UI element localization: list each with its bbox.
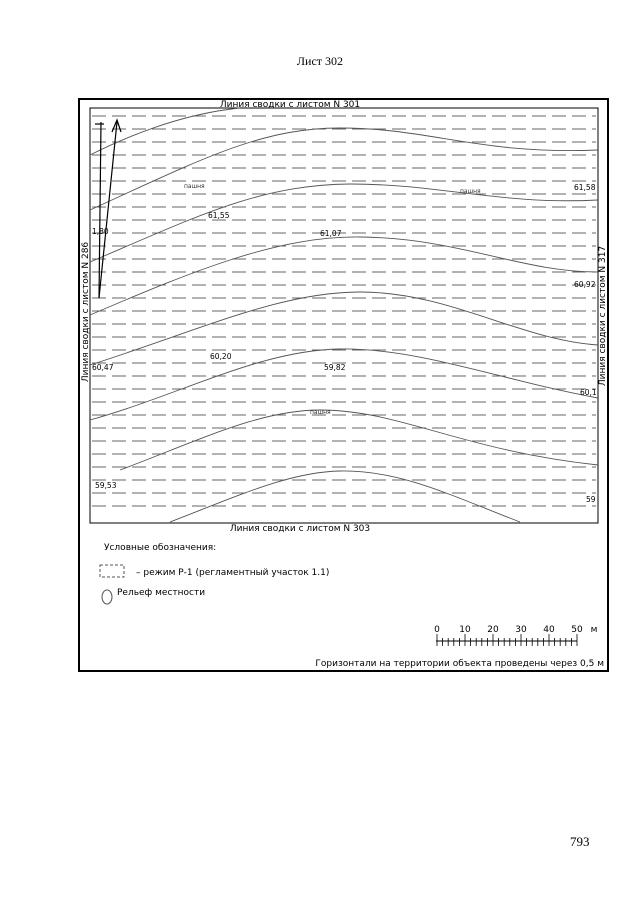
elevation-label: 60,1: [580, 388, 597, 397]
contour-legend-icon: [102, 590, 112, 604]
elevation-label: 61,55: [208, 211, 230, 220]
elevation-label: 59: [586, 495, 596, 504]
bottom-border-label: Линия сводки с листом N 303: [229, 524, 371, 534]
elevation-label: 61,58: [574, 183, 596, 192]
scale-bar: [434, 625, 597, 646]
contour-interval-note: Горизонтали на территории объекта проведены через 0,5 м: [315, 659, 604, 669]
contour-line: [90, 349, 598, 420]
landuse-label: пашня: [310, 409, 331, 416]
scale-tick-label: 30: [515, 625, 527, 635]
top-border-label: Линия сводки с листом N 301: [219, 100, 361, 110]
landuse-label: пашня: [184, 183, 205, 190]
sheet-title: Лист 302: [296, 54, 344, 68]
elevation-label: 59,53: [95, 481, 117, 490]
elevation-label: 61,07: [320, 229, 342, 238]
scale-tick-label: 50: [571, 625, 583, 635]
contour-line: [90, 237, 598, 315]
contour-line: [90, 292, 598, 365]
right-border-label: Линия сводки с листом N 317: [598, 245, 608, 387]
contour-line: [90, 128, 598, 210]
legend-item-zone: – режим Р-1 (регламентный участок 1.1): [136, 568, 330, 578]
left-border-label: Линия сводки с листом N 286: [81, 241, 91, 383]
elevation-label: 60,20: [210, 352, 232, 361]
contour-line: [90, 184, 598, 262]
zone-legend-icon: [100, 565, 124, 577]
scale-tick-label: 40: [543, 625, 555, 635]
scale-tick-label: 0: [434, 625, 440, 635]
elevation-label: 59,82: [324, 363, 346, 372]
contour-line: [170, 471, 520, 522]
landuse-label: пашня: [460, 188, 481, 195]
scale-tick-label: 10: [459, 625, 471, 635]
elevation-label: 60,92: [574, 280, 596, 289]
elevation-label: 60,47: [92, 363, 114, 372]
contour-line: [120, 410, 598, 470]
map-inner-frame: [90, 108, 598, 523]
legend-title: Условные обозначения:: [104, 543, 217, 553]
contour-lines: [90, 108, 598, 522]
elevation-label: 1,80: [92, 227, 109, 236]
page-number: 793: [570, 834, 590, 849]
legend-item-relief: Рельеф местности: [117, 588, 206, 598]
scale-unit: м: [590, 625, 598, 635]
scale-tick-label: 20: [487, 625, 499, 635]
